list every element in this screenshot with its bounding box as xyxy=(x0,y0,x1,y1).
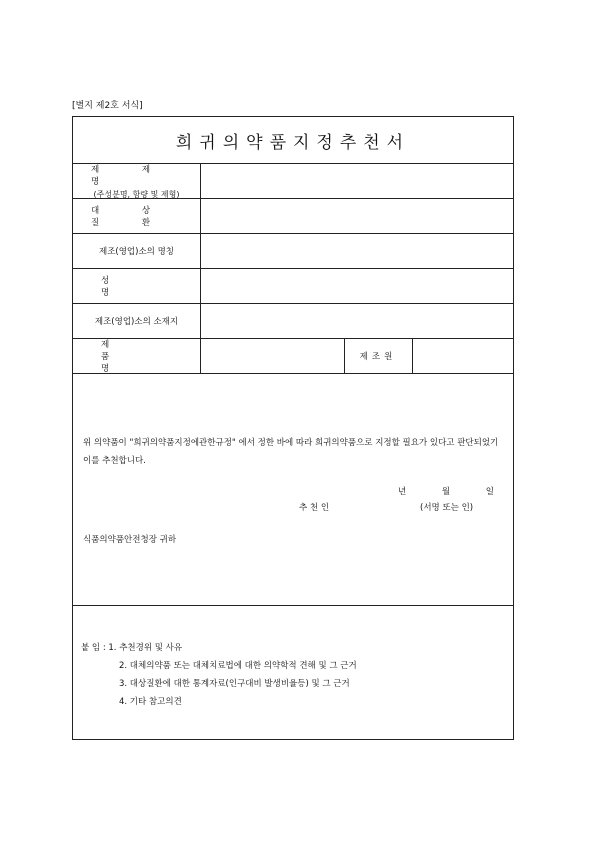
product-name-field[interactable] xyxy=(200,164,513,198)
manufacturer-address-label: 제조(영업)소의 소재지 xyxy=(94,317,179,327)
maker-label-cell xyxy=(344,339,413,373)
person-name-row xyxy=(73,269,513,304)
manufacturer-address-label-cell xyxy=(73,304,201,338)
addressee: 식품의약품안전청장 귀하 xyxy=(83,535,177,545)
product-label-cell xyxy=(73,339,201,373)
attachments-heading: 붙 임 : 1. 추천경위 및 사유 xyxy=(81,643,183,653)
product-name-sublabel: (주성분명, 함량 및 제형) xyxy=(93,189,180,199)
attachments-section xyxy=(73,606,513,741)
target-disease-label: 대 상 질 환 xyxy=(91,206,171,228)
product-field[interactable] xyxy=(200,339,345,373)
recommendation-form xyxy=(72,116,514,740)
product-name-label-cell xyxy=(73,164,201,198)
target-disease-label-cell xyxy=(73,199,201,233)
person-name-label: 성 명 xyxy=(101,276,140,298)
person-name-field[interactable] xyxy=(200,269,513,303)
manufacturer-name-label: 제조(영업)소의 명칭 xyxy=(98,247,175,257)
manufacturer-name-label-cell xyxy=(73,234,201,268)
product-name-row xyxy=(73,164,513,199)
attachment-item: 2. 대체의약품 또는 대체치료법에 대한 의약학적 견해 및 그 근거 xyxy=(119,661,357,671)
product-name-label: 제 제 명 xyxy=(91,164,171,187)
manufacturer-address-field[interactable] xyxy=(200,304,513,338)
manufacturer-address-row xyxy=(73,304,513,339)
manufacturer-name-field[interactable] xyxy=(200,234,513,268)
recommender-label: 추 천 인 xyxy=(299,503,330,513)
attachment-item: 3. 대상질환에 대한 통계자료(인구대비 발생비율등) 및 그 근거 xyxy=(119,679,350,689)
maker-label: 제조원 xyxy=(359,352,397,362)
form-title: 희귀의약품지정추천서 xyxy=(175,132,411,153)
recommendation-body xyxy=(73,374,513,606)
form-number-label: [별지 제2호 서식] xyxy=(72,101,143,111)
target-disease-row xyxy=(73,199,513,234)
recommendation-text: 위 의약품이 "희귀의약품지정에관한규정" 에서 정한 바에 따라 희귀의약품으로 지정할 필요가 있다고 판단되었기 이를 추천합니다. xyxy=(83,438,499,466)
month-label: 월 xyxy=(441,487,451,497)
signature-note: (서명 또는 인) xyxy=(420,503,474,513)
manufacturer-name-row xyxy=(73,234,513,269)
date-line xyxy=(398,485,494,497)
product-row xyxy=(73,339,513,374)
day-label: 일 xyxy=(485,487,494,497)
target-disease-field[interactable] xyxy=(200,199,513,233)
title-row xyxy=(73,117,513,164)
attachment-item: 4. 기타 참고의견 xyxy=(119,697,182,707)
maker-field[interactable] xyxy=(412,339,513,373)
product-label: 제 품 명 xyxy=(101,340,140,374)
person-name-label-cell xyxy=(73,269,201,303)
year-label: 년 xyxy=(398,487,407,497)
